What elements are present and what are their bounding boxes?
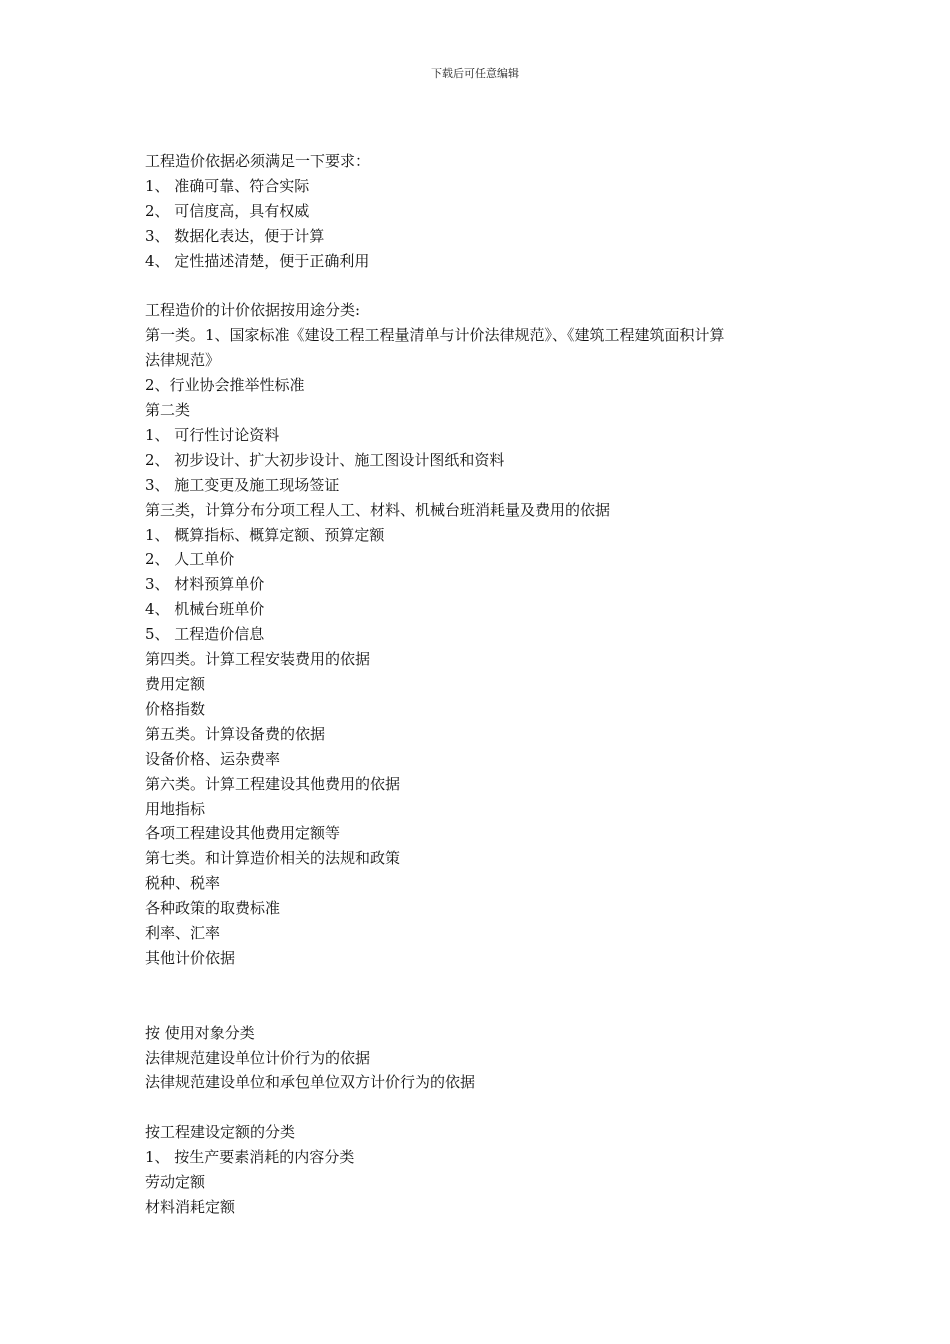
text-line: 利率、汇率: [145, 924, 221, 943]
text-line: 第二类: [145, 401, 191, 420]
text-line: 用地指标: [145, 799, 206, 818]
text-line: 其他计价依据: [145, 948, 236, 967]
text-line: 2、 可信度高，具有权威: [145, 201, 310, 220]
text-line: 第四类。计算工程安装费用的依据: [145, 650, 371, 669]
text-line: 各种政策的取费标准: [145, 899, 281, 918]
header-note: 下载后可任意编辑: [431, 67, 519, 80]
text-line: 2、 人工单价: [145, 550, 235, 569]
text-line: 4、 定性描述清楚，便于正确利用: [145, 251, 370, 270]
blank-line: [145, 971, 825, 996]
text-line: 3、 材料预算单价: [145, 575, 265, 594]
text-line: 第六类。计算工程建设其他费用的依据: [145, 774, 401, 793]
text-line: 法律规范建设单位和承包单位双方计价行为的依据: [145, 1073, 476, 1092]
text-line: 第三类，计算分布分项工程人工、材料、机械台班消耗量及费用的依据: [145, 500, 611, 519]
text-line: 1、 概算指标、概算定额、预算定额: [145, 525, 385, 544]
text-line: 按工程建设定额的分类: [145, 1123, 296, 1142]
text-line: 劳动定额: [145, 1173, 206, 1192]
text-line: 2、行业协会推举性标准: [145, 376, 305, 395]
text-line: 价格指数: [145, 699, 206, 718]
blank-line: [145, 1095, 825, 1120]
text-line: 3、 施工变更及施工现场签证: [145, 475, 340, 494]
blank-line: [145, 996, 825, 1021]
text-line: 法律规范》: [145, 351, 221, 370]
text-line: 4、 机械台班单价: [145, 600, 265, 619]
text-line: 1、 准确可靠、符合实际: [145, 176, 310, 195]
text-line: 各项工程建设其他费用定额等: [145, 824, 341, 843]
text-line: 费用定额: [145, 675, 206, 694]
text-line: 1、 可行性讨论资料: [145, 425, 280, 444]
text-line: 第五类。计算设备费的依据: [145, 724, 326, 743]
text-line: 第七类。和计算造价相关的法规和政策: [145, 849, 401, 868]
text-line: 工程造价的计价依据按用途分类:: [145, 301, 361, 320]
document-body: [145, 149, 825, 1220]
text-line: 设备价格、运杂费率: [145, 749, 281, 768]
text-line: 3、 数据化表达，便于计算: [145, 226, 325, 245]
text-line: 按 使用对象分类: [145, 1023, 255, 1042]
text-line: 材料消耗定额: [145, 1198, 236, 1216]
text-line: 税种、税率: [145, 874, 221, 893]
text-line: 法律规范建设单位计价行为的依据: [145, 1048, 371, 1067]
text-line: 工程造价依据必须满足一下要求：: [145, 152, 371, 170]
text-line: 1、 按生产要素消耗的内容分类: [145, 1148, 355, 1167]
text-line: 2、 初步设计、扩大初步设计、施工图设计图纸和资料: [145, 450, 505, 469]
text-line: 第一类。1、国家标准《建设工程工程量清单与计价法律规范》、《建筑工程建筑面积计算: [145, 326, 725, 345]
blank-line: [145, 274, 825, 299]
text-line: 5、 工程造价信息: [145, 625, 265, 644]
